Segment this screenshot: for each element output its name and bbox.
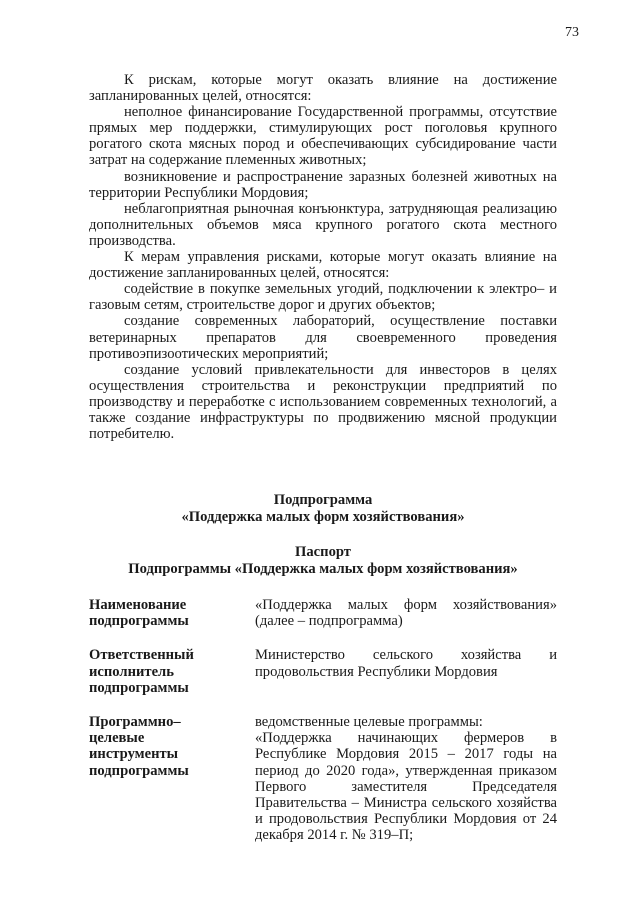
risks-section [89, 72, 557, 442]
passport-row-name [89, 597, 557, 629]
passport-table [89, 597, 557, 862]
passport-label [89, 597, 239, 629]
paragraph: неполное финансирование Государственной программы, отсутствие прямых мер поддержки, стимулирующих рост поголовья крупного рогатого скота мясных пород и обеспечивающих субсидирование части затрат на содержание племенных животных; [89, 104, 557, 169]
passport-value [255, 647, 557, 696]
passport-label-line: Программно– [89, 714, 181, 731]
subprogram-heading-line: Подпрограмма [273, 492, 373, 508]
passport-label-line: подпрограммы [89, 679, 189, 696]
passport-label [89, 714, 239, 844]
passport-label-line: Наименование [89, 597, 187, 613]
passport-heading [89, 544, 557, 578]
passport-label-line: исполнитель [89, 663, 174, 680]
passport-label-line: подпрограммы [89, 613, 189, 630]
passport-heading-line: Паспорт [295, 544, 351, 560]
passport-value [255, 714, 557, 844]
passport-label-line: целевые [89, 730, 145, 747]
passport-row-instruments [89, 714, 557, 844]
subprogram-heading-line: «Поддержка малых форм хозяйствования» [181, 509, 465, 525]
paragraph: К мерам управления рисками, которые могут оказать влияние на достижение запланированных целей, относятся: [89, 249, 557, 282]
passport-value-text: «Поддержка малых форм хозяйствования» (далее – подпрограмма) [255, 597, 557, 630]
passport-label-line: инструменты [89, 746, 179, 763]
passport-value-text: ведомственные целевые программы: [255, 714, 483, 731]
paragraph: создание современных лабораторий, осуществление поставки ветеринарных препаратов для своевременного проведения противоэпизоотических мероприятий; [89, 313, 557, 362]
passport-value [255, 597, 557, 629]
passport-label [89, 647, 239, 696]
passport-row-executor [89, 647, 557, 696]
passport-value-text: «Поддержка начинающих фермеров в Республике Мордовия 2015 – 2017 годы на период до 2020 года», утвержденная приказом Первого заместителя Председателя Правительства – Министра сельского хозяйства и продовольствия Республики Мордовия от 24 декабря 2014 г. № 319–П; [255, 730, 557, 844]
paragraph: возникновение и распространение заразных болезней животных на территории Республики Мордовия; [89, 168, 557, 201]
paragraph: содействие в покупке земельных угодий, подключении к электро– и газовым сетям, строительстве дорог и других объектов; [89, 281, 557, 314]
passport-label-line: подпрограммы [89, 762, 189, 779]
paragraph: создание условий привлекательности для инвесторов в целях осуществления строительства и реконструкции предприятий по производству и переработке с использованием современных технологий, а также создание инфраструктуры по продвижению мясной продукции потребителю. [89, 361, 557, 443]
passport-label-line: Ответственный [89, 647, 194, 664]
page-number: 73 [565, 25, 579, 40]
paragraph: неблагоприятная рыночная конъюнктура, затрудняющая реализацию дополнительных объемов мяса крупного рогатого скота местного производства. [89, 200, 557, 249]
subprogram-heading [89, 492, 557, 526]
paragraph: К рискам, которые могут оказать влияние на достижение запланированных целей, относятся: [89, 72, 557, 105]
passport-heading-line: Подпрограммы «Поддержка малых форм хозяйствования» [128, 561, 518, 577]
passport-value-text: Министерство сельского хозяйства и продовольствия Республики Мордовия [255, 647, 557, 680]
